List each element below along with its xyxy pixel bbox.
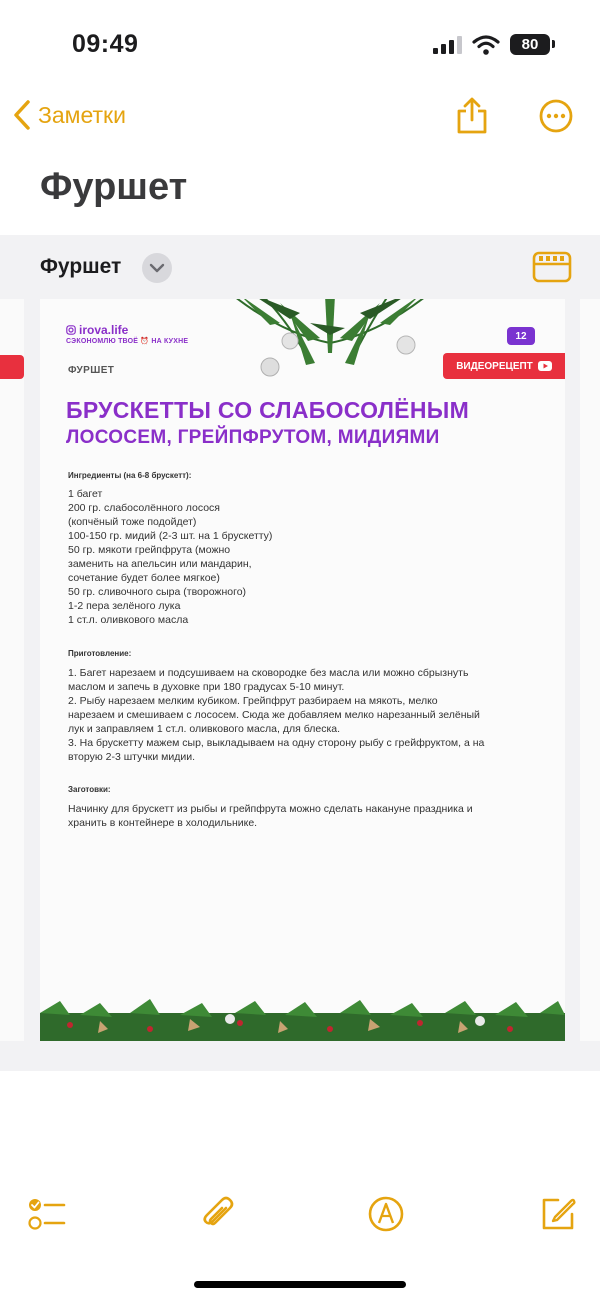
preparation-line: вторую 2-3 штучки мидии. <box>68 751 196 763</box>
pine-branches-decoration <box>220 299 440 388</box>
share-icon[interactable] <box>454 96 490 136</box>
previous-page-preview[interactable] <box>0 299 24 1041</box>
wifi-icon <box>472 35 500 55</box>
preparation-label: Приготовление: <box>68 649 132 658</box>
doc-section-label: ФУРШЕТ <box>68 365 115 376</box>
ingredient-item: 100-150 гр. мидий (2-3 шт. на 1 брускетту) <box>68 530 273 542</box>
prep-ahead-text <box>68 802 473 830</box>
youtube-icon <box>538 361 552 371</box>
home-indicator[interactable] <box>194 1281 406 1288</box>
checklist-icon[interactable] <box>27 1194 67 1234</box>
ingredient-item: заменить на апельсин или мандарин, <box>68 558 252 570</box>
compose-icon[interactable] <box>538 1194 578 1234</box>
doc-page-number: 12 <box>507 327 535 345</box>
recipe-title-line2: ЛОСОСЕМ, ГРЕЙПФРУТОМ, МИДИЯМИ <box>66 427 440 448</box>
instagram-icon <box>66 325 76 335</box>
bottom-toolbar <box>0 1180 600 1250</box>
back-label: Заметки <box>38 101 126 128</box>
instagram-handle <box>66 323 128 337</box>
chevron-left-icon <box>12 98 32 132</box>
ingredient-item: 1 ст.л. оливкового масла <box>68 614 189 626</box>
pen-circle-icon[interactable] <box>366 1194 406 1234</box>
video-recipe-label: ВИДЕОРЕЦЕПТ <box>456 360 533 372</box>
pine-garland-decoration <box>40 999 565 1041</box>
preparation-line: маслом и запечь в духовке при 180 градусах 5-10 минут. <box>68 681 345 693</box>
gallery-view-icon[interactable] <box>532 251 572 283</box>
prep-ahead-line: хранить в контейнере в холодильнике. <box>68 817 258 829</box>
paperclip-icon[interactable] <box>198 1194 238 1234</box>
ingredient-item: 50 гр. мякоти грейпфрута (можно <box>68 544 231 556</box>
ingredient-item: (копчёный тоже подойдет) <box>68 516 197 528</box>
ingredients-list <box>68 487 272 627</box>
battery-icon <box>510 34 550 55</box>
recipe-title-line1: БРУСКЕТТЫ СО СЛАБОСОЛЁНЫМ <box>66 397 470 423</box>
ellipsis-circle-icon[interactable] <box>538 96 574 136</box>
video-recipe-badge <box>443 353 565 379</box>
preparation-line: 3. На брускетту мажем сыр, выкладываем на одну сторону рыбу с грейфруктом, а на <box>68 737 485 749</box>
youtube-badge-icon <box>0 355 24 379</box>
navigation-bar <box>0 90 600 145</box>
status-time: 09:49 <box>72 30 139 58</box>
preparation-line: 1. Багет нарезаем и подсушиваем на сковородке без масла или можно сбрызнуть <box>68 667 469 679</box>
ingredients-label: Ингредиенты (на 6-8 брускетт): <box>68 471 192 480</box>
note-title[interactable]: Фуршет <box>40 166 188 208</box>
preparation-line: 2. Рыбу нарезаем мелким кубиком. Грейпфрут разбираем на мякоть, мелко <box>68 695 438 707</box>
preparation-line: нарезаем и смешиваем с лососем. Сюда же добавляем мелко нарезанный зелёный <box>68 709 480 721</box>
preparation-steps <box>68 666 484 764</box>
preparation-line: лук и заправляем 1 ст.л. оливкового масла, для блеска. <box>68 723 341 735</box>
prep-ahead-label: Заготовки: <box>68 785 111 794</box>
attachment-dropdown-button[interactable] <box>142 253 172 283</box>
prep-ahead-line: Начинку для брускетт из рыбы и грейпфрута можно сделать накануне праздника и <box>68 803 473 815</box>
attachment-header <box>0 235 600 299</box>
ingredient-item: 1-2 пера зелёного лука <box>68 600 181 612</box>
instagram-handle-text: irova.life <box>79 323 129 337</box>
ingredient-item: 200 гр. слабосолённого лосося <box>68 502 220 514</box>
status-indicators <box>432 34 550 55</box>
attachment-name[interactable]: Фуршет <box>40 255 122 278</box>
doc-tagline: СЭКОНОМЛЮ ТВОЁ ⏰ НА КУХНЕ <box>66 338 189 345</box>
battery-level: 80 <box>521 36 539 53</box>
document-page[interactable] <box>40 299 565 1041</box>
ingredient-item: 50 гр. сливочного сыра (творожного) <box>68 586 247 598</box>
ingredient-item: сочетание будет более мягкое) <box>68 572 220 584</box>
back-button[interactable] <box>12 98 126 132</box>
next-page-preview[interactable] <box>580 299 600 1041</box>
chevron-down-icon <box>149 262 165 274</box>
cellular-signal-icon <box>432 35 462 55</box>
ingredient-item: 1 багет <box>68 488 103 500</box>
attachment-gallery[interactable] <box>0 299 600 1071</box>
status-bar <box>0 0 600 90</box>
